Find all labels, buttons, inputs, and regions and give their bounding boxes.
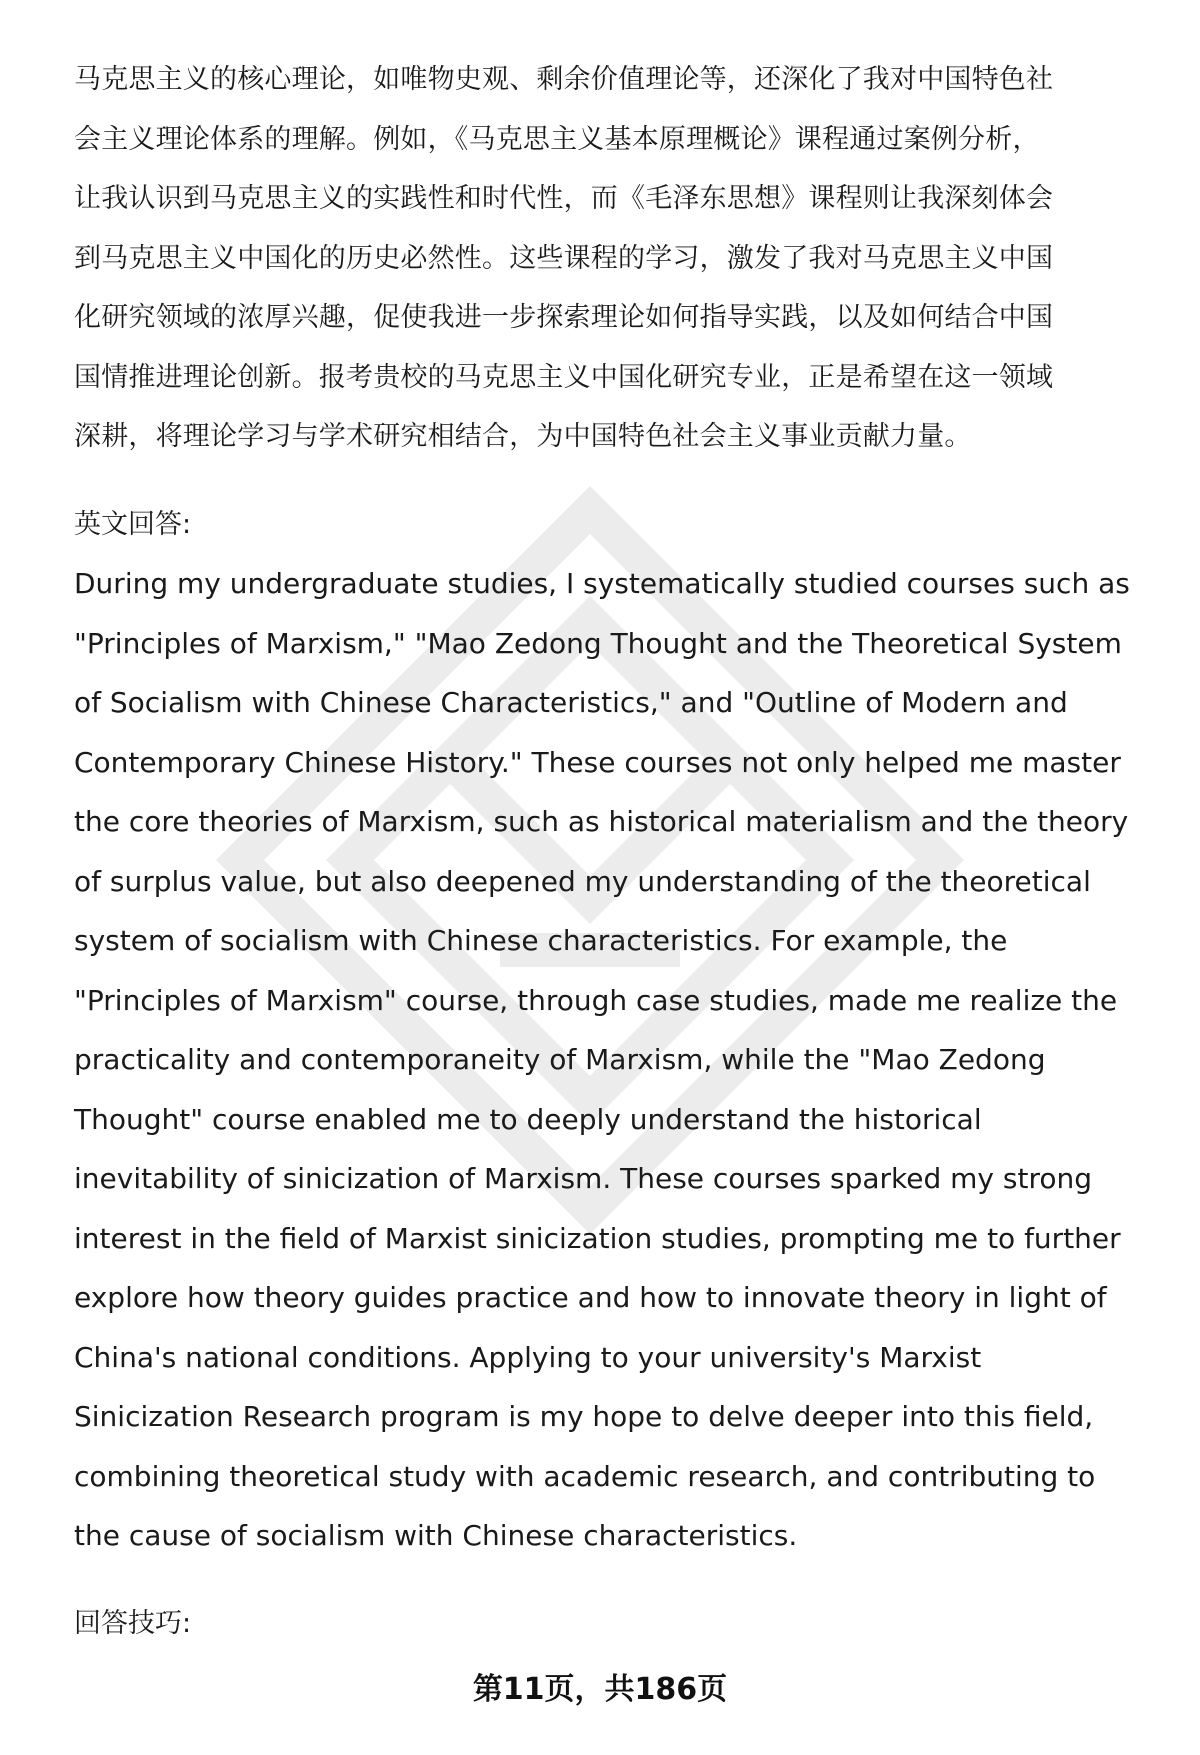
answer-tips-heading: 回答技巧:	[74, 1607, 192, 1639]
text-line: inevitability of sinicization of Marxism. These courses sparked my strong	[74, 1162, 1093, 1195]
english-answer-paragraph	[74, 554, 1144, 1566]
text-line: Thought" course enabled me to deeply understand the historical	[74, 1102, 982, 1136]
text-line: 深耕，将理论学习与学术研究相结合，为中国特色社会主义事业贡献力量。	[74, 421, 972, 452]
text-line: system of socialism with Chinese characteristics. For example, the	[74, 924, 1008, 957]
text-line: Contemporary Chinese History." These courses not only helped me master	[74, 745, 1121, 779]
text-line: of Socialism with Chinese Characteristics," and "Outline of Modern and	[74, 686, 1068, 719]
text-line: China's national conditions. Applying to your university's Marxist	[74, 1340, 982, 1374]
text-line: practicality and contemporaneity of Marxism, while the "Mao Zedong	[74, 1043, 1046, 1076]
text-line: 化研究领域的浓厚兴趣，促使我进一步探索理论如何指导实践，以及如何结合中国	[74, 302, 1054, 333]
text-line: 会主义理论体系的理解。例如，《马克思主义基本原理概论》课程通过案例分析，	[74, 123, 1040, 155]
text-line: 马克思主义的核心理论，如唯物史观、剩余价值理论等，还深化了我对中国特色社	[74, 64, 1054, 95]
chinese-answer-paragraph	[74, 50, 1144, 467]
document-body	[74, 50, 1144, 1653]
text-line: "Principles of Marxism" course, through case studies, made me realize the	[74, 983, 1118, 1017]
text-line: explore how theory guides practice and how to innovate theory in light of	[74, 1281, 1107, 1314]
text-line: the core theories of Marxism, such as historical materialism and the theory	[74, 805, 1129, 838]
english-answer-heading: 英文回答:	[74, 508, 192, 540]
text-line: "Principles of Marxism," "Mao Zedong Thought and the Theoretical System	[74, 626, 1122, 660]
text-line: 让我认识到马克思主义的实践性和时代性，而《毛泽东思想》课程则让我深刻体会	[74, 183, 1054, 214]
text-line: 国情推进理论创新。报考贵校的马克思主义中国化研究专业，正是希望在这一领域	[74, 361, 1054, 393]
text-line: interest in the field of Marxist sinicization studies, prompting me to further	[74, 1221, 1121, 1255]
text-line: During my undergraduate studies, I systematically studied courses such as	[74, 567, 1130, 600]
text-line: Sinicization Research program is my hope to delve deeper into this field,	[74, 1400, 1094, 1433]
text-line: of surplus value, but also deepened my understanding of the theoretical	[74, 864, 1091, 898]
text-line: 到马克思主义中国化的历史必然性。这些课程的学习，激发了我对马克思主义中国	[74, 242, 1054, 274]
text-line: combining theoretical study with academic research, and contributing to	[74, 1459, 1096, 1493]
text-line: the cause of socialism with Chinese characteristics.	[74, 1519, 798, 1552]
page-number-footer: 第11页，共186页	[472, 1672, 728, 1707]
